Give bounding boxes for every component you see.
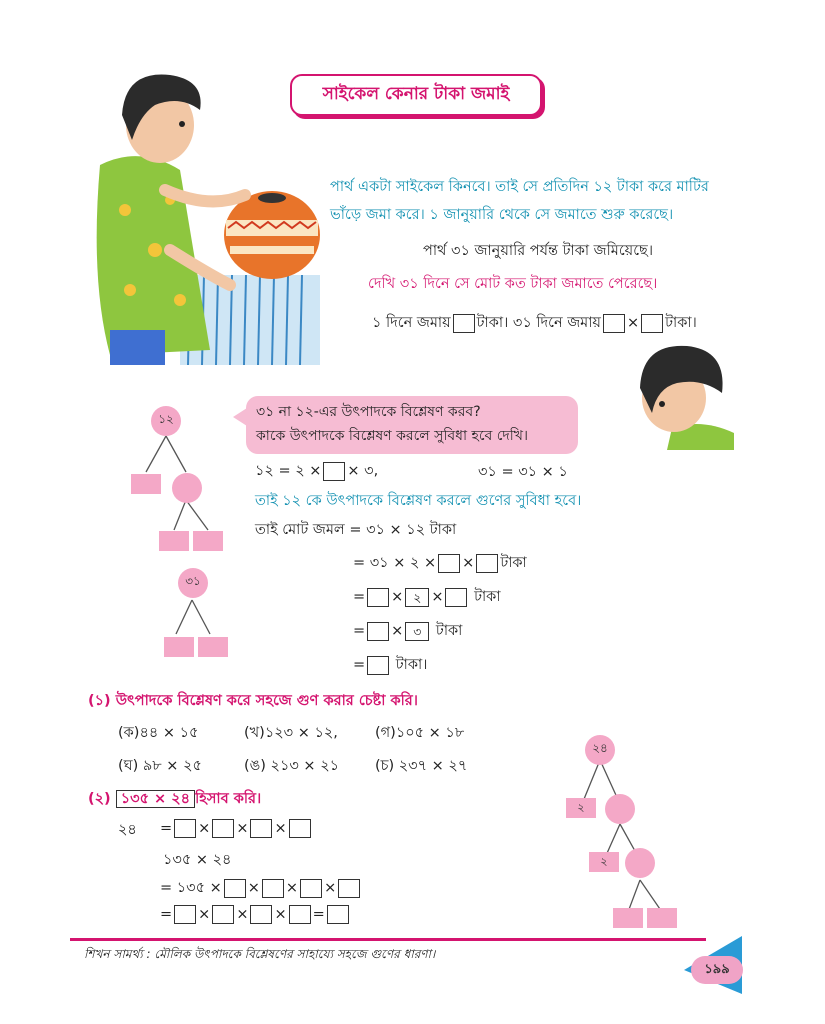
exercise-2-row-3 — [160, 877, 362, 901]
calc-line-1: তাই মোট জমল = ৩১ × ১২ টাকা — [255, 522, 457, 538]
taka-label: টাকা — [500, 555, 527, 571]
tree-24-node — [625, 848, 655, 878]
times-sign: × — [391, 623, 404, 639]
exercise-1-e: (ঙ) ২১৩ × ২১ — [244, 758, 340, 774]
answer-box[interactable] — [174, 819, 196, 838]
factor-31-line: ৩১ = ৩১ × ১ — [478, 464, 568, 480]
exercise-2-row-1-label: ২৪ — [118, 822, 137, 838]
calc-line-2-prefix: = ৩১ × ২ × — [353, 555, 437, 571]
exercise-1-heading: (১) উৎপাদকে বিশ্লেষণ করে সহজে গুণ করার চেষ্টা করি। — [88, 693, 418, 709]
answer-box[interactable] — [250, 819, 272, 838]
day-line-part-1: ১ দিনে জমায় — [372, 315, 451, 331]
exercise-1-f: (চ) ২৩৭ × ২৭ — [375, 758, 468, 774]
answer-box[interactable] — [367, 656, 389, 675]
exercise-2-label: (২) — [88, 791, 111, 807]
factor-tree-24-lines — [560, 740, 700, 930]
exercise-2-expression: ১৩৫ × ২৪ — [116, 790, 195, 808]
day-line-part-2: টাকা। ৩১ দিনে জমায় — [476, 315, 601, 331]
answer-box[interactable] — [338, 879, 360, 898]
exercise-2-tail: হিসাব করি। — [195, 791, 262, 807]
bubble-line-2: কাকে উৎপাদকে বিশ্লেষণ করলে সুবিধা হবে দেখি। — [256, 428, 528, 444]
times-sign: × — [198, 820, 211, 837]
equals-sign: = — [160, 820, 173, 837]
footer-learning-outcome: শিখন সামর্থ্য : মৌলিক উৎপাদকে বিশ্লেষণের সাহায্যে সহজে গুণের ধারণা। — [84, 947, 436, 961]
tree-24-leaf-two: ২ — [566, 798, 596, 818]
exercise-1-a: (ক)৪৪ × ১৫ — [118, 725, 199, 741]
story-line-3: পার্থ ৩১ জানুয়ারি পর্যন্ত টাকা জমিয়েছে। — [423, 243, 654, 259]
answer-box[interactable] — [289, 819, 311, 838]
answer-box[interactable] — [476, 554, 498, 573]
bubble-line-1: ৩১ না ১২-এর উৎপাদকে বিশ্লেষণ করব? — [256, 404, 481, 420]
answer-box[interactable] — [289, 905, 311, 924]
times-sign: × — [431, 589, 444, 605]
exercise-2-row-2: ১৩৫ × ২৪ — [163, 852, 232, 868]
answer-box[interactable] — [300, 879, 322, 898]
answer-box[interactable] — [327, 905, 349, 924]
answer-box[interactable] — [212, 819, 234, 838]
calc-line-5 — [353, 654, 427, 678]
answer-box[interactable] — [212, 905, 234, 924]
tree-31-leaf[interactable] — [164, 637, 194, 657]
calc-line-4 — [353, 620, 462, 644]
times-sign: × — [247, 880, 260, 896]
tree-12-leaf[interactable] — [159, 531, 189, 551]
taka-label: টাকা — [435, 623, 463, 639]
tree-24-leaf[interactable] — [613, 908, 643, 928]
story-line-1: পার্থ একটা সাইকেল কিনবে। তাই সে প্রতিদিন ১২ টাকা করে মাটির — [330, 179, 709, 195]
given-box-two: ২ — [405, 588, 429, 607]
times-sign: × — [391, 589, 404, 605]
answer-box[interactable] — [453, 314, 475, 333]
exercise-1-d: (ঘ) ৯৮ × ২৫ — [118, 758, 202, 774]
times-sign: × — [324, 880, 337, 896]
equals-sign: = — [353, 657, 366, 673]
tree-24-root: ২৪ — [585, 735, 615, 765]
tree-24-leaf-two: ২ — [589, 852, 619, 872]
question-bubble — [246, 396, 578, 454]
taka-label: টাকা — [474, 589, 501, 605]
tree-12-root: ১২ — [151, 406, 181, 436]
equals-sign: = — [312, 906, 325, 923]
exercise-2-row-4 — [160, 905, 351, 924]
answer-box[interactable] — [367, 588, 389, 607]
exercise-2-row-3-prefix: = ১৩৫ × — [160, 880, 222, 896]
answer-box[interactable] — [323, 462, 345, 481]
day-line-part-3: টাকা। — [665, 315, 697, 331]
times-sign: × — [274, 906, 287, 923]
tree-12-leaf[interactable] — [131, 474, 161, 494]
given-box-three: ৩ — [405, 622, 429, 641]
equals-sign: = — [160, 906, 173, 923]
answer-box[interactable] — [603, 314, 625, 333]
answer-box[interactable] — [367, 622, 389, 641]
calc-line-3 — [353, 586, 501, 610]
answer-box[interactable] — [250, 905, 272, 924]
answer-box[interactable] — [224, 879, 246, 898]
tree-24-leaf[interactable] — [647, 908, 677, 928]
answer-box[interactable] — [438, 554, 460, 573]
story-line-2: ভাঁড়ে জমা করে। ১ জানুয়ারি থেকে সে জমাতে শুরু করেছে। — [330, 207, 674, 223]
taka-end-label: টাকা। — [395, 657, 428, 673]
times-sign: × — [236, 820, 249, 837]
times-sign: × — [274, 820, 287, 837]
times-sign: × — [462, 555, 475, 571]
times-sign: × — [626, 315, 640, 331]
exercise-2-row-1 — [160, 819, 313, 838]
factor-12-part-1: ১২ = ২ × — [255, 463, 322, 479]
exercise-2-heading — [88, 788, 261, 812]
day-savings-line — [372, 312, 697, 336]
times-sign: × — [236, 906, 249, 923]
answer-box[interactable] — [445, 588, 467, 607]
exercise-1-c: (গ)১০৫ × ১৮ — [375, 725, 465, 741]
calc-line-2 — [353, 552, 527, 576]
boy-with-pot-illustration — [70, 60, 330, 365]
times-sign: × — [198, 906, 211, 923]
tree-12-leaf[interactable] — [193, 531, 223, 551]
answer-box[interactable] — [641, 314, 663, 333]
tree-12-node — [172, 473, 202, 503]
tree-31-leaf[interactable] — [198, 637, 228, 657]
hint-line: তাই ১২ কে উৎপাদকে বিশ্লেষণ করলে গুণের সুবিধা হবে। — [255, 493, 582, 509]
times-sign: × — [285, 880, 299, 896]
boy-thinking-illustration — [622, 338, 740, 450]
story-line-4: দেখি ৩১ দিনে সে মোট কত টাকা জমাতে পেরেছে। — [368, 276, 658, 292]
tree-24-node — [605, 794, 635, 824]
answer-box[interactable] — [174, 905, 196, 924]
exercise-1-b: (খ)১২৩ × ১২, — [244, 725, 338, 741]
factor-12-part-2: × ৩, — [347, 463, 379, 479]
answer-box[interactable] — [262, 879, 284, 898]
page-number: ১৯৯ — [691, 956, 743, 984]
footer-divider — [70, 938, 706, 941]
equals-sign: = — [353, 623, 366, 639]
tree-31-root: ৩১ — [178, 568, 208, 598]
factor-12-line — [255, 460, 378, 484]
equals-sign: = — [353, 589, 366, 605]
page-title: সাইকেল কেনার টাকা জমাই — [290, 74, 542, 116]
